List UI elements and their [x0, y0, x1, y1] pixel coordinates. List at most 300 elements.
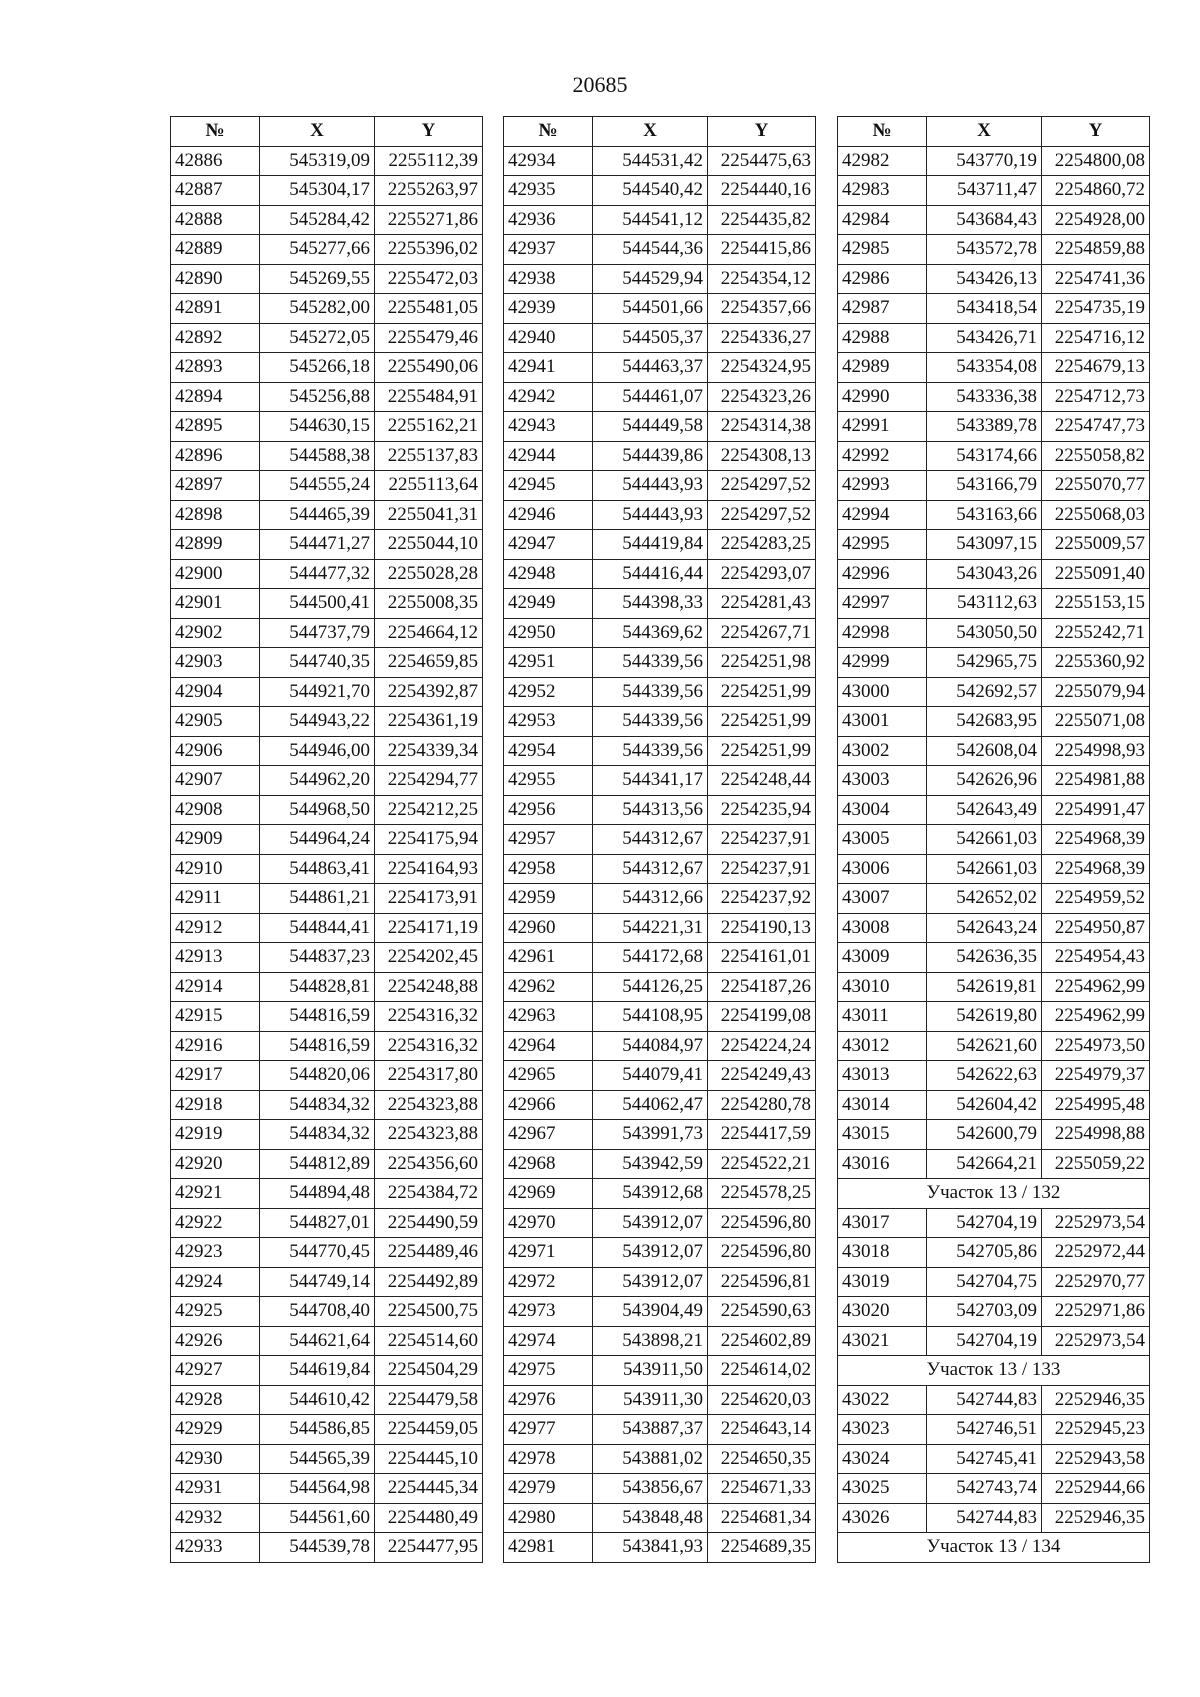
x-coordinate: 544837,23 — [260, 943, 375, 973]
point-number: 43016 — [838, 1149, 927, 1179]
y-coordinate: 2254237,92 — [708, 884, 816, 914]
point-number: 42923 — [171, 1238, 260, 1268]
y-coordinate: 2255091,40 — [1042, 559, 1150, 589]
point-number: 43013 — [838, 1061, 927, 1091]
y-coordinate: 2254308,13 — [708, 441, 816, 471]
x-coordinate: 543911,30 — [593, 1385, 708, 1415]
point-number: 42931 — [171, 1474, 260, 1504]
x-coordinate: 544501,66 — [593, 294, 708, 324]
point-number: 42969 — [504, 1179, 593, 1209]
x-coordinate: 544471,27 — [260, 530, 375, 560]
point-number: 42894 — [171, 382, 260, 412]
y-coordinate: 2254712,73 — [1042, 382, 1150, 412]
y-coordinate: 2255008,35 — [375, 589, 483, 619]
header-x: X — [260, 117, 375, 147]
point-number: 42910 — [171, 854, 260, 884]
x-coordinate: 543050,50 — [927, 618, 1042, 648]
x-coordinate: 543904,49 — [593, 1297, 708, 1327]
table-row — [838, 913, 1150, 943]
x-coordinate: 544312,66 — [593, 884, 708, 914]
point-number: 43008 — [838, 913, 927, 943]
x-coordinate: 544541,12 — [593, 205, 708, 235]
y-coordinate: 2254440,16 — [708, 176, 816, 206]
point-number: 42913 — [171, 943, 260, 973]
point-number: 42968 — [504, 1149, 593, 1179]
table-row — [504, 176, 816, 206]
point-number: 42936 — [504, 205, 593, 235]
table-row — [171, 1061, 483, 1091]
x-coordinate: 543911,50 — [593, 1356, 708, 1386]
table-row — [171, 854, 483, 884]
table-row — [504, 1031, 816, 1061]
y-coordinate: 2254973,50 — [1042, 1031, 1150, 1061]
x-coordinate: 544827,01 — [260, 1208, 375, 1238]
point-number: 42970 — [504, 1208, 593, 1238]
y-coordinate: 2254735,19 — [1042, 294, 1150, 324]
y-coordinate: 2255360,92 — [1042, 648, 1150, 678]
table-row — [504, 972, 816, 1002]
x-coordinate: 543856,67 — [593, 1474, 708, 1504]
table-row — [504, 736, 816, 766]
table-row — [838, 1002, 1150, 1032]
x-coordinate: 542692,57 — [927, 677, 1042, 707]
y-coordinate: 2255058,82 — [1042, 441, 1150, 471]
x-coordinate: 544500,41 — [260, 589, 375, 619]
table-row — [171, 1002, 483, 1032]
y-coordinate: 2255009,57 — [1042, 530, 1150, 560]
point-number: 42989 — [838, 353, 927, 383]
table-row — [171, 323, 483, 353]
x-coordinate: 543426,71 — [927, 323, 1042, 353]
table-row — [504, 766, 816, 796]
y-coordinate: 2252946,35 — [1042, 1503, 1150, 1533]
table-row — [504, 530, 816, 560]
y-coordinate: 2254187,26 — [708, 972, 816, 1002]
x-coordinate: 542745,41 — [927, 1444, 1042, 1474]
point-number: 43014 — [838, 1090, 927, 1120]
table-row — [171, 589, 483, 619]
x-coordinate: 544561,60 — [260, 1503, 375, 1533]
y-coordinate: 2255044,10 — [375, 530, 483, 560]
x-coordinate: 544861,21 — [260, 884, 375, 914]
x-coordinate: 544749,14 — [260, 1267, 375, 1297]
y-coordinate: 2254248,88 — [375, 972, 483, 1002]
y-coordinate: 2254237,91 — [708, 854, 816, 884]
table-row — [838, 677, 1150, 707]
point-number: 42960 — [504, 913, 593, 943]
table-row — [504, 707, 816, 737]
table-row — [504, 854, 816, 884]
x-coordinate: 544312,67 — [593, 854, 708, 884]
table-row — [171, 500, 483, 530]
table-row — [171, 795, 483, 825]
table-row — [504, 441, 816, 471]
point-number: 43009 — [838, 943, 927, 973]
y-coordinate: 2254681,34 — [708, 1503, 816, 1533]
y-coordinate: 2254293,07 — [708, 559, 816, 589]
y-coordinate: 2254297,52 — [708, 500, 816, 530]
point-number: 42898 — [171, 500, 260, 530]
x-coordinate: 544740,35 — [260, 648, 375, 678]
x-coordinate: 544828,81 — [260, 972, 375, 1002]
y-coordinate: 2255162,21 — [375, 412, 483, 442]
y-coordinate: 2255079,94 — [1042, 677, 1150, 707]
table-row — [504, 1061, 816, 1091]
point-number: 42993 — [838, 471, 927, 501]
point-number: 42994 — [838, 500, 927, 530]
point-number: 42899 — [171, 530, 260, 560]
y-coordinate: 2254415,86 — [708, 235, 816, 265]
point-number: 42933 — [171, 1533, 260, 1563]
table-row — [171, 825, 483, 855]
x-coordinate: 544588,38 — [260, 441, 375, 471]
point-number: 42907 — [171, 766, 260, 796]
y-coordinate: 2254294,77 — [375, 766, 483, 796]
y-coordinate: 2254522,21 — [708, 1149, 816, 1179]
table-row — [504, 382, 816, 412]
coordinates-table-2 — [503, 116, 816, 1563]
table-row — [838, 353, 1150, 383]
table-row — [171, 618, 483, 648]
y-coordinate: 2252973,54 — [1042, 1208, 1150, 1238]
x-coordinate: 542743,74 — [927, 1474, 1042, 1504]
table-row — [838, 264, 1150, 294]
y-coordinate: 2254361,19 — [375, 707, 483, 737]
x-coordinate: 544172,68 — [593, 943, 708, 973]
y-coordinate: 2254384,72 — [375, 1179, 483, 1209]
table-row — [504, 1326, 816, 1356]
y-coordinate: 2254235,94 — [708, 795, 816, 825]
point-number: 42978 — [504, 1444, 593, 1474]
y-coordinate: 2254500,75 — [375, 1297, 483, 1327]
table-row — [838, 441, 1150, 471]
point-number: 42984 — [838, 205, 927, 235]
y-coordinate: 2255490,06 — [375, 353, 483, 383]
x-coordinate: 542744,83 — [927, 1503, 1042, 1533]
x-coordinate: 543163,66 — [927, 500, 1042, 530]
point-number: 42938 — [504, 264, 593, 294]
point-number: 42943 — [504, 412, 593, 442]
y-coordinate: 2254280,78 — [708, 1090, 816, 1120]
header-no: № — [838, 117, 927, 147]
table-row — [838, 1149, 1150, 1179]
x-coordinate: 543991,73 — [593, 1120, 708, 1150]
table-row — [838, 471, 1150, 501]
point-number: 42974 — [504, 1326, 593, 1356]
x-coordinate: 544084,97 — [593, 1031, 708, 1061]
x-coordinate: 542643,49 — [927, 795, 1042, 825]
table-row — [504, 500, 816, 530]
point-number: 42930 — [171, 1444, 260, 1474]
point-number: 42889 — [171, 235, 260, 265]
point-number: 42926 — [171, 1326, 260, 1356]
point-number: 42922 — [171, 1208, 260, 1238]
table-row — [838, 382, 1150, 412]
table-row — [838, 500, 1150, 530]
y-coordinate: 2254171,19 — [375, 913, 483, 943]
table-row — [171, 1120, 483, 1150]
point-number: 42992 — [838, 441, 927, 471]
x-coordinate: 545277,66 — [260, 235, 375, 265]
table-row — [838, 1444, 1150, 1474]
point-number: 42987 — [838, 294, 927, 324]
point-number: 42912 — [171, 913, 260, 943]
x-coordinate: 544369,62 — [593, 618, 708, 648]
y-coordinate: 2254689,35 — [708, 1533, 816, 1563]
y-coordinate: 2254479,58 — [375, 1385, 483, 1415]
point-number: 42963 — [504, 1002, 593, 1032]
table-row — [838, 707, 1150, 737]
table-row — [171, 648, 483, 678]
x-coordinate: 542704,75 — [927, 1267, 1042, 1297]
point-number: 42887 — [171, 176, 260, 206]
y-coordinate: 2254991,47 — [1042, 795, 1150, 825]
x-coordinate: 542619,81 — [927, 972, 1042, 1002]
point-number: 43026 — [838, 1503, 927, 1533]
x-coordinate: 545284,42 — [260, 205, 375, 235]
y-coordinate: 2254514,60 — [375, 1326, 483, 1356]
x-coordinate: 544313,56 — [593, 795, 708, 825]
point-number: 42949 — [504, 589, 593, 619]
x-coordinate: 542600,79 — [927, 1120, 1042, 1150]
x-coordinate: 543887,37 — [593, 1415, 708, 1445]
y-coordinate: 2252945,23 — [1042, 1415, 1150, 1445]
y-coordinate: 2254968,39 — [1042, 854, 1150, 884]
point-number: 42937 — [504, 235, 593, 265]
point-number: 43018 — [838, 1238, 927, 1268]
point-number: 42932 — [171, 1503, 260, 1533]
y-coordinate: 2254161,01 — [708, 943, 816, 973]
table-header-row — [171, 117, 483, 147]
x-coordinate: 543354,08 — [927, 353, 1042, 383]
table-row — [838, 323, 1150, 353]
section-row — [838, 1356, 1150, 1386]
point-number: 42904 — [171, 677, 260, 707]
x-coordinate: 543912,07 — [593, 1267, 708, 1297]
x-coordinate: 544312,67 — [593, 825, 708, 855]
point-number: 42901 — [171, 589, 260, 619]
point-number: 42973 — [504, 1297, 593, 1327]
point-number: 43011 — [838, 1002, 927, 1032]
table-row — [171, 1031, 483, 1061]
x-coordinate: 544816,59 — [260, 1031, 375, 1061]
x-coordinate: 543912,07 — [593, 1238, 708, 1268]
table-row — [838, 943, 1150, 973]
table-row — [171, 1356, 483, 1386]
table-header-row — [838, 117, 1150, 147]
x-coordinate: 544964,24 — [260, 825, 375, 855]
point-number: 42999 — [838, 648, 927, 678]
point-number: 42921 — [171, 1179, 260, 1209]
y-coordinate: 2254716,12 — [1042, 323, 1150, 353]
point-number: 42997 — [838, 589, 927, 619]
point-number: 42950 — [504, 618, 593, 648]
table-row — [504, 795, 816, 825]
table-row — [504, 1238, 816, 1268]
y-coordinate: 2254596,80 — [708, 1208, 816, 1238]
y-coordinate: 2255484,91 — [375, 382, 483, 412]
section-row — [838, 1533, 1150, 1563]
table-row — [838, 1326, 1150, 1356]
table-row — [838, 1061, 1150, 1091]
point-number: 42980 — [504, 1503, 593, 1533]
x-coordinate: 542621,60 — [927, 1031, 1042, 1061]
table-row — [171, 1208, 483, 1238]
table-row — [504, 943, 816, 973]
table-row — [838, 1238, 1150, 1268]
x-coordinate: 542704,19 — [927, 1208, 1042, 1238]
x-coordinate: 544921,70 — [260, 677, 375, 707]
point-number: 42920 — [171, 1149, 260, 1179]
y-coordinate: 2254747,73 — [1042, 412, 1150, 442]
table-row — [171, 707, 483, 737]
x-coordinate: 542704,19 — [927, 1326, 1042, 1356]
y-coordinate: 2254248,44 — [708, 766, 816, 796]
y-coordinate: 2254928,00 — [1042, 205, 1150, 235]
x-coordinate: 544834,32 — [260, 1090, 375, 1120]
table-row — [838, 1090, 1150, 1120]
x-coordinate: 543097,15 — [927, 530, 1042, 560]
y-coordinate: 2254959,52 — [1042, 884, 1150, 914]
coordinates-table-3 — [837, 116, 1150, 1563]
table-row — [838, 294, 1150, 324]
y-coordinate: 2254950,87 — [1042, 913, 1150, 943]
x-coordinate: 544529,94 — [593, 264, 708, 294]
x-coordinate: 544619,84 — [260, 1356, 375, 1386]
point-number: 42958 — [504, 854, 593, 884]
table-row — [504, 1149, 816, 1179]
x-coordinate: 544539,78 — [260, 1533, 375, 1563]
x-coordinate: 544339,56 — [593, 707, 708, 737]
point-number: 42888 — [171, 205, 260, 235]
y-coordinate: 2254212,25 — [375, 795, 483, 825]
table-row — [838, 1297, 1150, 1327]
table-row — [171, 1385, 483, 1415]
x-coordinate: 544339,56 — [593, 736, 708, 766]
header-x: X — [593, 117, 708, 147]
point-number: 43019 — [838, 1267, 927, 1297]
table-row — [838, 1385, 1150, 1415]
header-y: Y — [708, 117, 816, 147]
table-row — [838, 146, 1150, 176]
point-number: 43006 — [838, 854, 927, 884]
point-number: 42966 — [504, 1090, 593, 1120]
table-row — [171, 205, 483, 235]
section-label: Участок 13 / 132 — [838, 1179, 1150, 1209]
y-coordinate: 2254251,99 — [708, 677, 816, 707]
y-coordinate: 2254671,33 — [708, 1474, 816, 1504]
point-number: 42895 — [171, 412, 260, 442]
y-coordinate: 2254664,12 — [375, 618, 483, 648]
y-coordinate: 2254316,32 — [375, 1002, 483, 1032]
x-coordinate: 544108,95 — [593, 1002, 708, 1032]
y-coordinate: 2254324,95 — [708, 353, 816, 383]
table-row — [171, 972, 483, 1002]
y-coordinate: 2254475,63 — [708, 146, 816, 176]
y-coordinate: 2254392,87 — [375, 677, 483, 707]
x-coordinate: 544079,41 — [593, 1061, 708, 1091]
x-coordinate: 544820,06 — [260, 1061, 375, 1091]
x-coordinate: 542661,03 — [927, 825, 1042, 855]
table-row — [171, 559, 483, 589]
table-row — [838, 736, 1150, 766]
table-row — [504, 323, 816, 353]
table-row — [171, 1238, 483, 1268]
point-number: 43004 — [838, 795, 927, 825]
y-coordinate: 2254590,63 — [708, 1297, 816, 1327]
x-coordinate: 544465,39 — [260, 500, 375, 530]
y-coordinate: 2254267,71 — [708, 618, 816, 648]
y-coordinate: 2254435,82 — [708, 205, 816, 235]
table-row — [171, 1474, 483, 1504]
table-row — [171, 913, 483, 943]
y-coordinate: 2254480,49 — [375, 1503, 483, 1533]
y-coordinate: 2254297,52 — [708, 471, 816, 501]
table-row — [504, 618, 816, 648]
point-number: 42986 — [838, 264, 927, 294]
point-number: 42983 — [838, 176, 927, 206]
x-coordinate: 542622,63 — [927, 1061, 1042, 1091]
y-coordinate: 2254602,89 — [708, 1326, 816, 1356]
x-coordinate: 543112,63 — [927, 589, 1042, 619]
point-number: 42916 — [171, 1031, 260, 1061]
table-row — [504, 884, 816, 914]
point-number: 42954 — [504, 736, 593, 766]
y-coordinate: 2254175,94 — [375, 825, 483, 855]
table-row — [171, 264, 483, 294]
y-coordinate: 2255070,77 — [1042, 471, 1150, 501]
table-row — [838, 559, 1150, 589]
point-number: 42972 — [504, 1267, 593, 1297]
table-row — [171, 943, 483, 973]
point-number: 42965 — [504, 1061, 593, 1091]
point-number: 42908 — [171, 795, 260, 825]
x-coordinate: 544463,37 — [593, 353, 708, 383]
x-coordinate: 544416,44 — [593, 559, 708, 589]
point-number: 42909 — [171, 825, 260, 855]
table-row — [171, 766, 483, 796]
table-row — [171, 235, 483, 265]
x-coordinate: 543166,79 — [927, 471, 1042, 501]
table-row — [504, 471, 816, 501]
x-coordinate: 544564,98 — [260, 1474, 375, 1504]
x-coordinate: 543881,02 — [593, 1444, 708, 1474]
x-coordinate: 544586,85 — [260, 1415, 375, 1445]
point-number: 42957 — [504, 825, 593, 855]
y-coordinate: 2254492,89 — [375, 1267, 483, 1297]
y-coordinate: 2254962,99 — [1042, 972, 1150, 1002]
section-label: Участок 13 / 134 — [838, 1533, 1150, 1563]
header-no: № — [504, 117, 593, 147]
y-coordinate: 2254998,93 — [1042, 736, 1150, 766]
x-coordinate: 544816,59 — [260, 1002, 375, 1032]
x-coordinate: 544844,41 — [260, 913, 375, 943]
point-number: 42953 — [504, 707, 593, 737]
x-coordinate: 544419,84 — [593, 530, 708, 560]
point-number: 42928 — [171, 1385, 260, 1415]
y-coordinate: 2254336,27 — [708, 323, 816, 353]
point-number: 42942 — [504, 382, 593, 412]
y-coordinate: 2254323,88 — [375, 1120, 483, 1150]
table-row — [171, 441, 483, 471]
x-coordinate: 544962,20 — [260, 766, 375, 796]
point-number: 42951 — [504, 648, 593, 678]
x-coordinate: 544555,24 — [260, 471, 375, 501]
table-row — [504, 1415, 816, 1445]
point-number: 42944 — [504, 441, 593, 471]
x-coordinate: 542652,02 — [927, 884, 1042, 914]
point-number: 42961 — [504, 943, 593, 973]
